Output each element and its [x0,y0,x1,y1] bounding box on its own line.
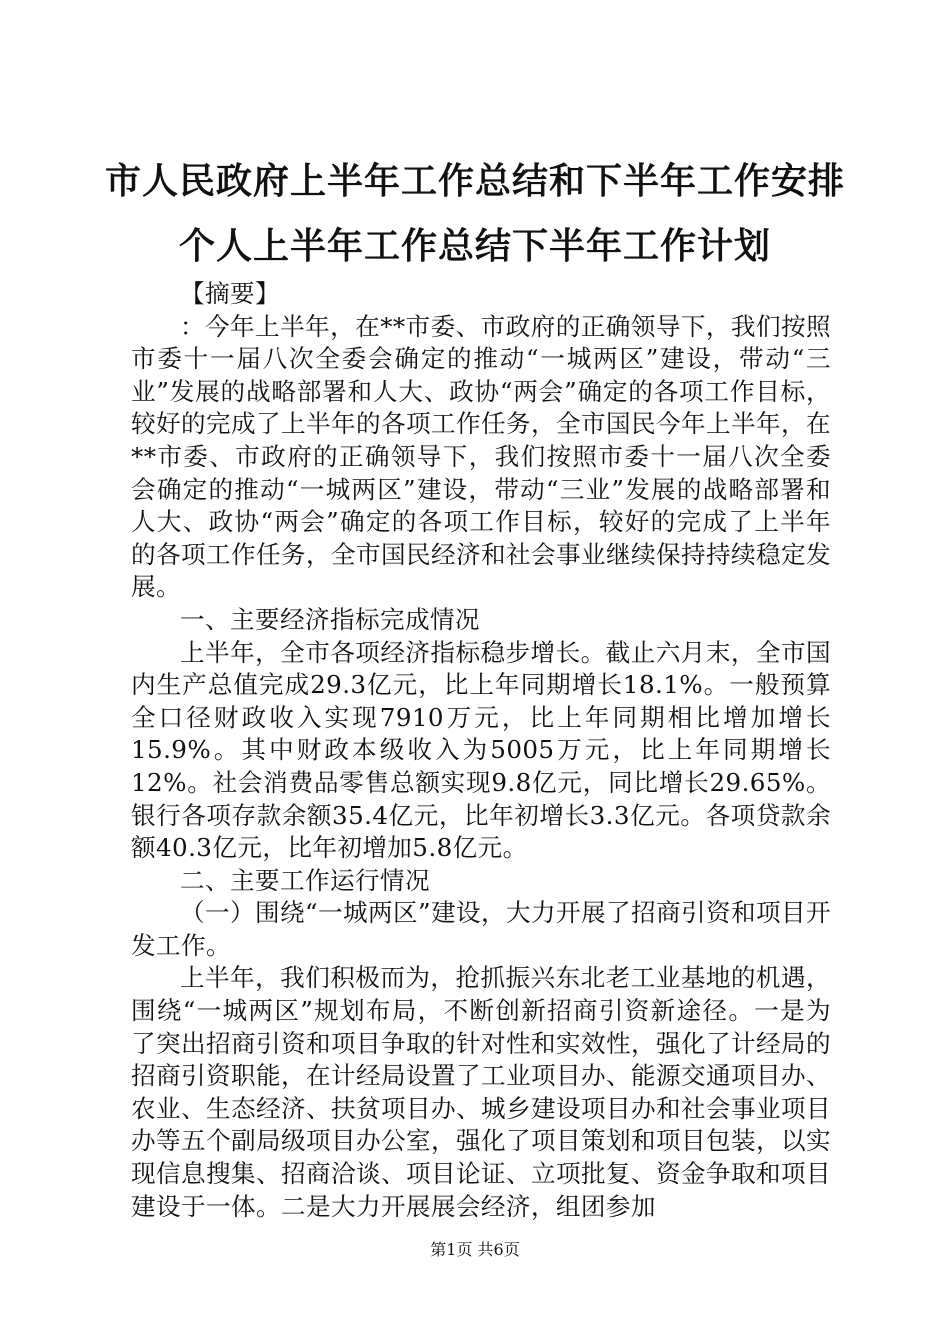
document-subtitle: 个人上半年工作总结下半年工作计划 [178,226,771,267]
section-heading-work-status: 二、主要工作运行情况 [180,865,430,895]
document-title: 市人民政府上半年工作总结和下半年工作安排 [104,161,845,202]
economic-indicators-paragraph: 上半年，全市各项经济指标稳步增长。截止六月末，全市国内生产总值完成29.3亿元，比上年同期增长18.1%。一般预算全口径财政收入实现7910万元，比上年同期相比增加增长15.9%。其中财政本级收入为5005万元，比上年同期增长12%。社会消费品零售总额实现9.8亿元，同比增长29.65%。银行各项存款余额35.4亿元，比年初增长3.3亿元。各项贷款余额40.3亿元，比年初增加5.8亿元。 [131,637,831,863]
document-body [131,278,831,1223]
section-heading-economic-indicators: 一、主要经济指标完成情况 [180,604,480,634]
page-number-footer: 第1页 共6页 [430,1240,520,1259]
subsection-heading-investment: （一）围绕“一城两区”建设，大力开展了招商引资和项目开发工作。 [131,898,831,960]
abstract-paragraph: ：今年上半年，在**市委、市政府的正确领导下，我们按照市委十一届八次全委会确定的推动“一城两区”建设，带动“三业”发展的战略部署和人大、政协“两会”确定的各项工作目标，较好的完成了上半年的各项工作任务，全市国民今年上半年，在**市委、市政府的正确领导下，我们按照市委十一届八次全委会确定的推动“一城两区”建设，带动“三业”发展的战略部署和人大、政协“两会”确定的各项工作目标，较好的完成了上半年的各项工作任务，全市国民经济和社会事业继续保持持续稳定发展。 [131,311,831,602]
investment-paragraph: 上半年，我们积极而为，抢抓振兴东北老工业基地的机遇，围绕“一城两区”规划布局，不断创新招商引资新途径。一是为了突出招商引资和项目争取的针对性和实效性，强化了计经局的招商引资职能，在计经局设置了工业项目办、能源交通项目办、农业、生态经济、扶贫项目办、城乡建设项目办和社会事业项目办等五个副局级项目办公室，强化了项目策划和项目包装，以实现信息搜集、招商洽谈、项目论证、立项批复、资金争取和项目建设于一体。二是大力开展展会经济，组团参加 [131,963,831,1221]
abstract-label: 【摘要】 [180,279,280,308]
